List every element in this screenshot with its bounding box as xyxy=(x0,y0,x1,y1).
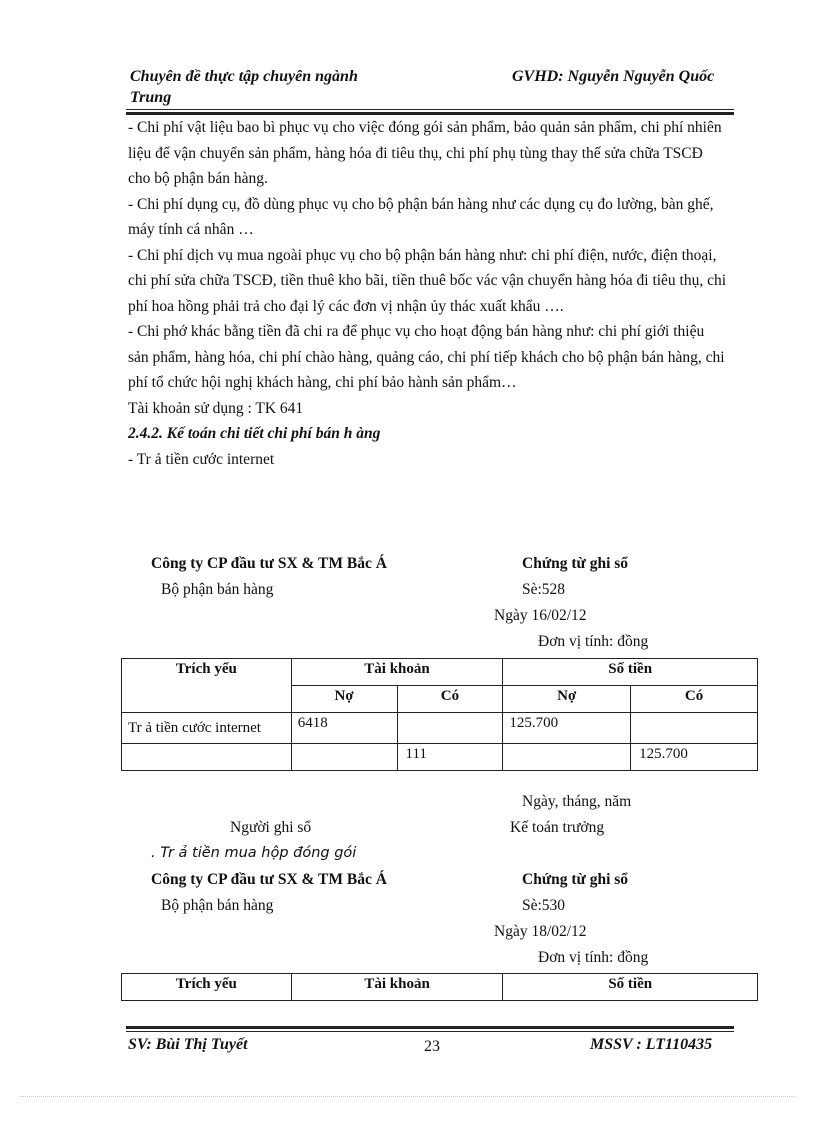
footer-rule-thick xyxy=(126,1026,734,1029)
voucher1-date-line: Ngày, tháng, năm xyxy=(522,793,632,810)
voucher2-company: Công ty CP đầu tư SX & TM Bắc Á xyxy=(151,871,387,888)
footer-rule-thin xyxy=(126,1031,734,1032)
section-title: 2.4.2. Kế toán chi tiết chi phí bán h àng xyxy=(128,425,381,442)
paragraph: - Chi phớ khác bằng tiền đã chi ra để phục vụ cho hoạt động bán hàng như: chi phí giới thiệu sản phẩm, hàng hóa, chi phí chào hàng, quảng cáo, chi phí tiếp khách cho bộ phận bán hàng, chi phí tổ chức hội nghị khách hàng, chi phí bảo hành sản phẩm… xyxy=(128,323,725,391)
paragraph: - Chi phí dụng cụ, đồ dùng phục vụ cho bộ phận bán hàng như các dụng cụ đo lường, bàn ghế, máy tính cá nhân … xyxy=(128,195,714,238)
col-header-desc: Trích yếu xyxy=(122,659,292,713)
footer-mssv: MSSV : LT110435 xyxy=(590,1036,713,1053)
col-header-amount: Số tiền xyxy=(503,659,758,686)
cell-amt-credit xyxy=(631,713,758,744)
col-header-account: Tài khoản xyxy=(291,659,503,686)
page-number: 23 xyxy=(424,1038,440,1055)
col-header-account-credit: Có xyxy=(397,686,503,713)
voucher2-table xyxy=(121,973,758,1001)
cell-acc-debit xyxy=(291,744,397,771)
paragraph: - Chi phí dịch vụ mua ngoài phục vụ cho bộ phận bán hàng như: chi phí điện, nước, điện thoại, chi phí sửa chữa TSCĐ, tiền thuê kho bãi, tiền thuê bốc vác vận chuyển hàng hóa đi tiêu thụ, chi phí hoa hồng phải trả cho đại lý các đơn vị nhận ủy thác xuất khẩu …. xyxy=(128,246,727,315)
col-header-amount: Số tiền xyxy=(503,974,758,1001)
voucher2-unit: Đơn vị tính: đồng xyxy=(538,949,649,966)
header-right-gvhd: GVHD: Nguyễn Nguyễn Quốc xyxy=(512,68,715,85)
voucher1-signer-right: Kế toán trưởng xyxy=(510,819,605,836)
voucher1-date: Ngày 16/02/12 xyxy=(494,607,587,624)
header-left-line1: Chuyên đề thực tập chuyên ngành xyxy=(130,68,358,85)
voucher2-number: Sè:530 xyxy=(522,897,566,914)
col-header-desc: Trích yếu xyxy=(122,974,292,1001)
cell-acc-debit: 6418 xyxy=(291,713,397,744)
body-text xyxy=(128,115,728,472)
footer-student: SV: Bùi Thị Tuyết xyxy=(128,1036,248,1053)
voucher2-date: Ngày 18/02/12 xyxy=(494,923,587,940)
col-header-account: Tài khoản xyxy=(291,974,503,1001)
cell-amt-credit: 125.700 xyxy=(631,744,758,771)
cell-amt-debit: 125.700 xyxy=(503,713,631,744)
voucher1-number: Sè:528 xyxy=(522,581,566,598)
header-rule-thin xyxy=(126,109,734,110)
voucher1-unit: Đơn vị tính: đồng xyxy=(538,633,649,650)
voucher1-department: Bộ phận bán hàng xyxy=(161,581,274,598)
voucher1-table xyxy=(121,658,758,771)
col-header-amount-debit: Nợ xyxy=(503,686,631,713)
cell-desc: Tr ả tiền cước internet xyxy=(122,713,292,744)
voucher1-company: Công ty CP đầu tư SX & TM Bắc Á xyxy=(151,555,387,572)
voucher1-title: Chứng từ ghi sổ xyxy=(522,555,629,572)
cell-acc-credit: 111 xyxy=(397,744,503,771)
voucher1-signer-left: Người ghi sổ xyxy=(230,819,312,836)
page-edge-dotted xyxy=(20,1096,796,1097)
item1-title: - Tr ả tiền cước internet xyxy=(128,450,275,468)
header-left-line2: Trung xyxy=(130,89,172,106)
cell-amt-debit xyxy=(503,744,631,771)
cell-acc-credit xyxy=(397,713,503,744)
voucher2-title: Chứng từ ghi sổ xyxy=(522,871,629,888)
voucher2-department: Bộ phận bán hàng xyxy=(161,897,274,914)
item2-title: . Tr ả tiền mua hộp đóng gói xyxy=(151,845,357,861)
paragraph-account: Tài khoản sử dụng : TK 641 xyxy=(128,399,304,417)
paragraph: - Chi phí vật liệu bao bì phục vụ cho việc đóng gói sản phẩm, bảo quản sản phẩm, chi phí nhiên liệu để vận chuyển sản phẩm, hàng hóa đi tiêu thụ, chi phí phụ tùng thay thế sửa chữa TSCĐ cho bộ phận bán hàng. xyxy=(128,119,722,187)
table-row xyxy=(122,744,758,771)
table-row xyxy=(122,713,758,744)
cell-desc xyxy=(122,744,292,771)
col-header-amount-credit: Có xyxy=(631,686,758,713)
col-header-account-debit: Nợ xyxy=(291,686,397,713)
